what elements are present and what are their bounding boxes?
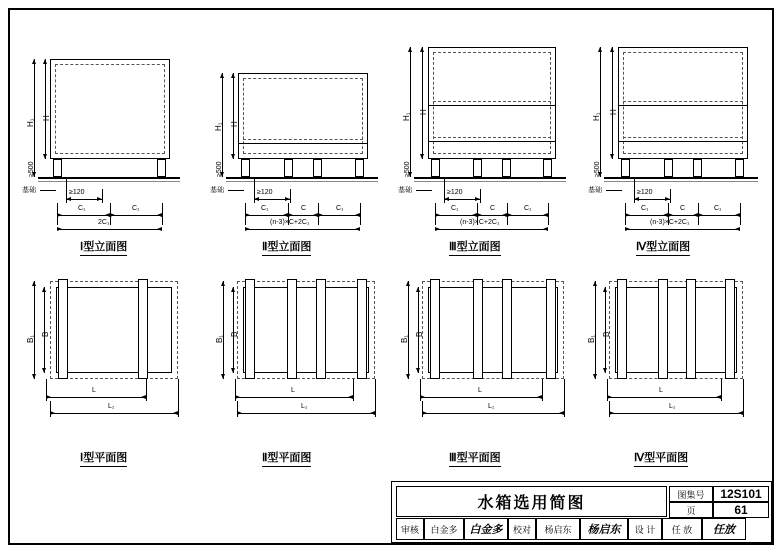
plan-view-1 [20,275,195,435]
dim-l-label-3: L [478,387,482,394]
plan-post-1a [58,279,68,379]
design-label: 设 计 [628,518,662,540]
caption-plan-3: Ⅲ型平面图 [449,449,501,467]
dim-total-label-1: 2C₁ [98,219,110,226]
caption-elevation-2: Ⅱ型立面图 [262,238,311,256]
foundation-label-1: 基础 [22,187,36,194]
plan-post-4b [658,279,668,379]
ground-line-2 [226,177,378,179]
plan-post-2b [287,279,297,379]
support-leg-2b [284,159,293,177]
support-leg-4d [735,159,744,177]
title-block [391,481,772,543]
dim-b-label-4: B [602,331,611,337]
support-leg-1b [157,159,166,177]
dim-c1-label-4a: C₁ [641,205,649,212]
dim-clearance-label-2: ≥500 [216,161,223,177]
dim-b-label-3: B [415,331,424,337]
plan-post-2a [245,279,255,379]
elevation-view-3 [390,45,565,240]
dim-l1-label-1: L₁ [108,403,115,410]
plan-post-3d [546,279,556,379]
title-block-main-title: 水箱选用简图 [396,486,667,517]
dim-c1-label-3b: C₁ [524,205,532,212]
dim-b1-label-2: B₁ [215,334,224,343]
dim-min120-label-3: ≥120 [447,189,463,196]
dim-clearance-label-4: ≥500 [594,161,601,177]
foundation-label-2: 基础 [210,187,224,194]
foundation-label-3: 基础 [398,187,412,194]
caption-plan-4: Ⅳ型平面图 [634,449,688,467]
ground-line-3 [414,177,566,179]
dim-b-label-1: B [41,331,50,337]
support-leg-4b [664,159,673,177]
dim-b1-label-4: B₁ [587,334,596,343]
dim-h1-label-1: H₁ [26,118,35,127]
plan-post-4d [725,279,735,379]
review-name: 白金多 [424,518,464,540]
elevation-view-2 [208,45,383,240]
plan-inner-3 [428,287,558,373]
dim-min120-label-1: ≥120 [69,189,85,196]
dim-total-label-2: (n-3)×C+2C₁ [270,219,310,226]
elevation-view-1 [20,45,190,240]
support-leg-3c [502,159,511,177]
plan-inner-2 [243,287,369,373]
caption-plan-2: Ⅱ型平面图 [262,449,311,467]
dim-l1-label-3: L₁ [488,403,495,410]
plan-inner-1 [56,287,172,373]
atlas-number-label: 图集号 [669,486,713,502]
dim-b1-label-3: B₁ [400,334,409,343]
dim-c1-label-1a: C₁ [78,205,86,212]
design-signature: 任放 [702,518,746,540]
support-leg-3b [473,159,482,177]
plan-post-3b [473,279,483,379]
dim-l1-label-2: L₁ [301,403,308,410]
tank-inner-dashed-1 [55,64,165,154]
dim-h-label-3: H [419,109,428,115]
ground-line-4 [604,177,758,179]
support-leg-2c [313,159,322,177]
caption-elevation-1: Ⅰ型立面图 [80,238,127,256]
plan-post-4c [686,279,696,379]
atlas-number-value: 12S101 [713,486,769,502]
dim-h1-label-2: H₁ [214,122,223,131]
support-leg-2d [355,159,364,177]
dim-min120-label-4: ≥120 [637,189,653,196]
dim-total-label-3: (n-3)×C+2C₁ [460,219,500,226]
page-label: 页 [669,502,713,518]
support-leg-2a [241,159,250,177]
design-name: 任 放 [662,518,702,540]
support-leg-1a [53,159,62,177]
check-label: 校对 [508,518,536,540]
dim-l-label-2: L [291,387,295,394]
dim-l-label-1: L [92,387,96,394]
plan-inner-4 [615,287,737,373]
dim-clearance-label-3: ≥500 [404,161,411,177]
plan-post-4a [617,279,627,379]
foundation-label-4: 基础 [588,187,602,194]
dim-h-label-2: H [230,121,239,127]
dim-c1-label-2b: C₁ [336,205,344,212]
dim-min120-label-2: ≥120 [257,189,273,196]
dim-b-label-2: B [230,331,239,337]
dim-c1-label-1b: C₁ [132,205,140,212]
plan-post-2d [357,279,367,379]
caption-elevation-4: Ⅳ型立面图 [636,238,690,256]
dim-l-label-4: L [659,387,663,394]
plan-view-3 [400,275,580,435]
page-value: 61 [713,502,769,518]
review-signature: 白金多 [464,518,508,540]
dim-h1-label-4: H₁ [592,112,601,121]
caption-elevation-3: Ⅲ型立面图 [449,238,501,256]
check-name: 杨启东 [536,518,580,540]
tank-inner-dashed-4 [623,52,743,154]
support-leg-3a [431,159,440,177]
dim-c-label-2: C [301,205,307,212]
dim-h-label-1: H [42,115,51,121]
dim-h1-label-3: H₁ [402,112,411,121]
review-label: 审核 [396,518,424,540]
support-leg-4a [621,159,630,177]
plan-post-2c [316,279,326,379]
plan-post-3c [502,279,512,379]
tank-inner-dashed-3 [433,52,551,154]
plan-view-4 [585,275,765,435]
caption-plan-1: Ⅰ型平面图 [80,449,127,467]
support-leg-3d [543,159,552,177]
dim-c-label-4: C [680,205,686,212]
ground-line-1 [38,177,180,179]
plan-post-3a [430,279,440,379]
plan-view-2 [215,275,395,435]
dim-l1-label-4: L₁ [669,403,676,410]
dim-b1-label-1: B₁ [26,334,35,343]
support-leg-4c [693,159,702,177]
dim-c1-label-2a: C₁ [261,205,269,212]
check-signature: 杨启东 [580,518,628,540]
dim-h-label-4: H [609,109,618,115]
dim-c1-label-3a: C₁ [451,205,459,212]
elevation-view-4 [580,45,760,240]
dim-c-label-3: C [490,205,496,212]
dim-total-label-4: (n-3)×C+2C₁ [650,219,690,226]
plan-post-1b [138,279,148,379]
dim-clearance-label-1: ≥500 [28,161,35,177]
dim-c1-label-4b: C₁ [714,205,722,212]
